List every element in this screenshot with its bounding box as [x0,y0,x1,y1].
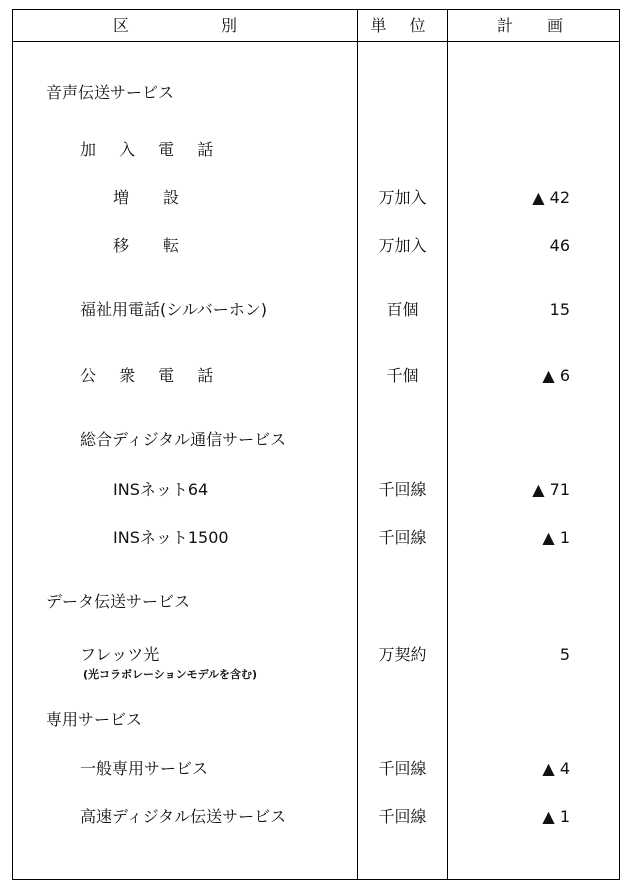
row-relocation-label: 移 転 [113,236,189,255]
header-category: 区 別 [112,16,257,35]
header-plan: 計 画 [496,16,572,35]
row-flets-hikari-note: (光コラボレーションモデルを含む) [83,668,258,681]
row-welfare-phone-label: 福祉用電話(シルバーホン) [80,300,267,319]
row-ins1500-unit: 千回線 [378,528,427,547]
header-unit: 単 位 [370,16,435,35]
header-divider [13,41,619,42]
row-public-phone-unit: 千個 [386,366,419,385]
row-flets-hikari-value: 5 [559,645,570,664]
row-dedicated-service-label: 専用サービス [46,710,143,729]
row-ins64-label: INSネット64 [113,480,209,499]
row-ins1500-value: ▲ 1 [542,528,570,547]
row-high-speed-digital-value: ▲ 1 [542,807,570,826]
row-expansion-label: 増 設 [113,188,189,207]
row-welfare-phone-unit: 百個 [386,300,419,319]
row-public-phone-value: ▲ 6 [542,366,570,385]
row-general-dedicated-unit: 千回線 [378,759,427,778]
row-general-dedicated-value: ▲ 4 [542,759,570,778]
row-expansion-value: ▲ 42 [532,188,570,207]
row-welfare-phone-value: 15 [549,300,570,319]
row-high-speed-digital-label: 高速ディジタル伝送サービス [80,807,287,826]
plan-table [12,9,620,880]
column-divider-plan [447,10,448,879]
column-divider-unit [357,10,358,879]
row-subscriber-phone-label: 加 入 電 話 [80,140,223,159]
row-flets-hikari-label: フレッツ光 [80,645,160,664]
row-voice-transmission-label: 音声伝送サービス [46,83,175,102]
row-expansion-unit: 万加入 [378,188,427,207]
row-general-dedicated-label: 一般専用サービス [80,759,209,778]
row-high-speed-digital-unit: 千回線 [378,807,427,826]
row-flets-hikari-unit: 万契約 [378,645,427,664]
row-ins1500-label: INSネット1500 [113,528,229,547]
row-public-phone-label: 公 衆 電 話 [80,366,223,385]
row-ins64-unit: 千回線 [378,480,427,499]
row-relocation-value: 46 [549,236,570,255]
row-relocation-unit: 万加入 [378,236,427,255]
row-ins64-value: ▲ 71 [532,480,570,499]
row-isdn-label: 総合ディジタル通信サービス [80,430,287,449]
row-data-transmission-label: データ伝送サービス [46,592,191,611]
